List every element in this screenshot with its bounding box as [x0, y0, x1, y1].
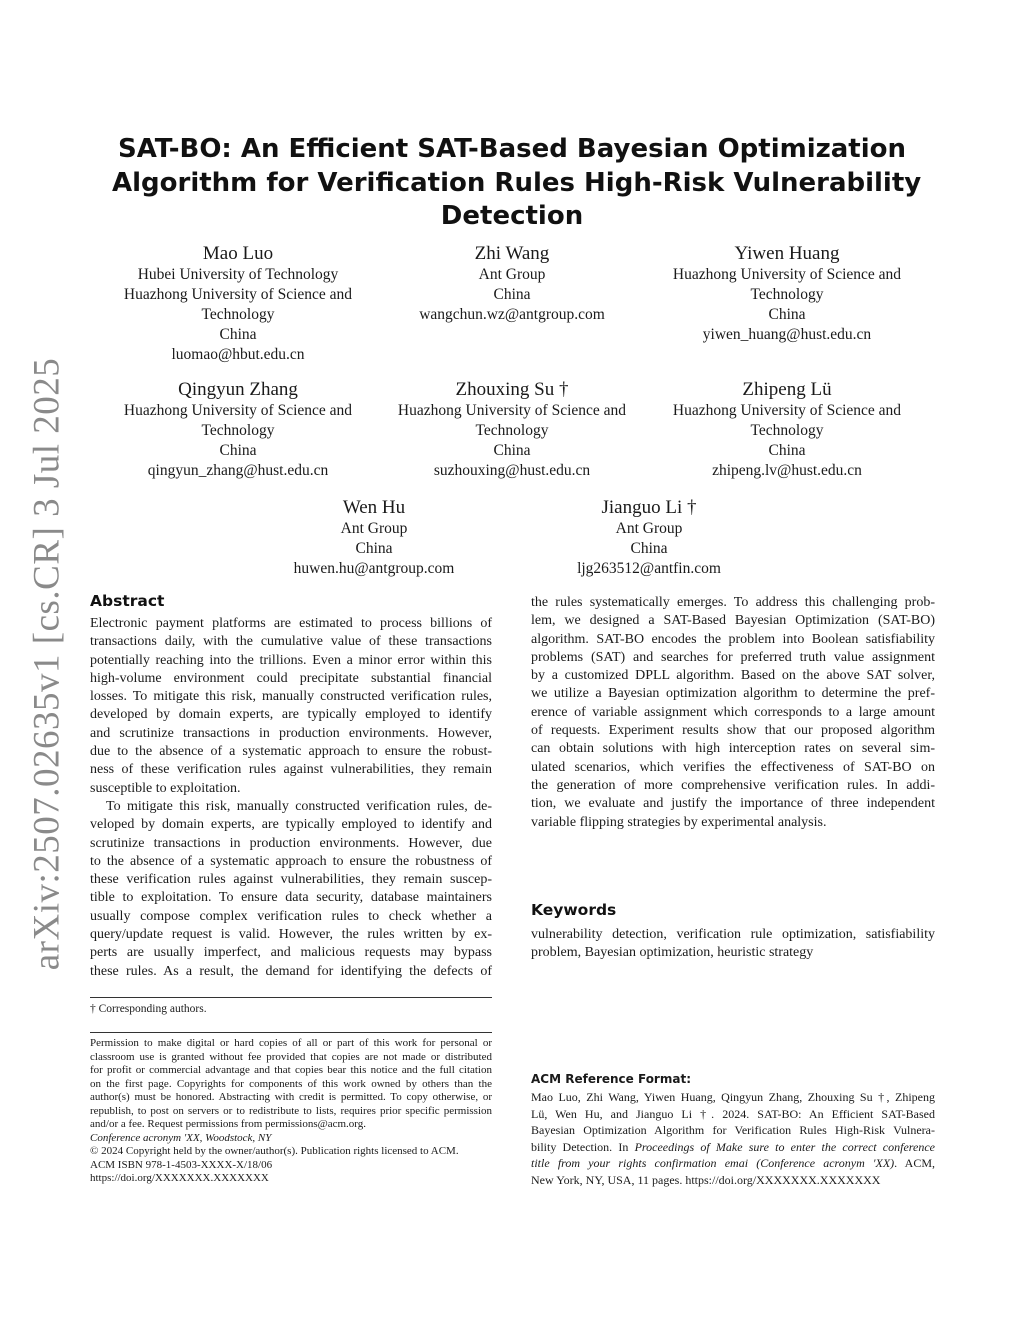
author-country: China — [219, 326, 257, 343]
author-country: China — [768, 306, 806, 323]
author-name: Jianguo Li † — [601, 497, 697, 518]
text-segment: . ACM, — [894, 1156, 935, 1170]
author-country: China — [219, 442, 257, 459]
text-line: veloped by domain experts, are typically employed to identify and — [90, 817, 492, 833]
arxiv-side-label: arXiv:2507.02635v1 [cs.CR] 3 Jul 2025 — [26, 357, 68, 971]
author-affiliation: Technology — [201, 306, 275, 323]
text-line: lem, we designed a SAT-Based Bayesian Optimization (SAT-BO) — [531, 613, 935, 629]
text-line: scrutinize transactions in production environments. However, due — [90, 835, 492, 851]
author-country: China — [493, 442, 531, 459]
author-affiliation: Ant Group — [478, 266, 546, 283]
author-email[interactable]: suzhouxing@hust.edu.cn — [433, 462, 591, 479]
author-email[interactable]: ljg263512@antfin.com — [577, 560, 721, 577]
text-segment: title from your rights confirmation emai (Conference acronym 'XX) — [531, 1156, 895, 1170]
author-affiliation: Huazhong University of Science and — [672, 266, 902, 283]
author-name: Zhi Wang — [474, 243, 550, 264]
permission-line: and/or a fee. Request permissions from permissions@acm.org. — [90, 1118, 367, 1130]
author-block — [647, 243, 927, 345]
author-block — [234, 497, 514, 579]
text-line: query/update request is valid. However, the rules written by ex- — [90, 927, 492, 943]
text-line: vulnerability detection, verification rule optimization, satisfiability — [531, 927, 935, 942]
author-name: Zhipeng Lü — [742, 379, 832, 400]
author-affiliation: Huazhong University of Science and — [672, 402, 902, 419]
text-line: usually compose complex verification rules to check whether a — [90, 908, 492, 924]
text-line: Lü, Wen Hu, and Jianguo Li †. 2024. SAT-BO: An Efficient SAT-Based — [531, 1106, 935, 1121]
paper-title — [112, 133, 922, 234]
text-line: susceptible to exploitation. — [90, 780, 241, 796]
author-affiliation: Huazhong University of Science and — [123, 286, 353, 303]
text-line — [531, 1139, 935, 1156]
text-line: of requests. Experiment results show that our proposed algorithm — [531, 723, 935, 739]
text-line: developed by domain experts, are typically employed to identify — [90, 707, 492, 723]
author-affiliation: Technology — [201, 422, 275, 439]
author-country: China — [768, 442, 806, 459]
text-line: potentially reaching into the trillions. Even a minor error within this — [90, 652, 492, 668]
author-name: Wen Hu — [342, 497, 406, 518]
text-line: losses. To mitigate this risk, manually constructed verification rules, — [90, 689, 492, 705]
author-email[interactable]: qingyun_zhang@hust.edu.cn — [147, 462, 329, 479]
author-email[interactable]: luomao@hbut.edu.cn — [171, 346, 305, 363]
text-line: and scrutinize transactions in production environments. However, — [90, 725, 492, 741]
author-affiliation: Huazhong University of Science and — [397, 402, 627, 419]
permission-line: Permission to make digital or hard copies of all or part of this work for personal or — [90, 1037, 492, 1049]
author-name: Zhouxing Su † — [455, 379, 569, 400]
text-line: Electronic payment platforms are estimated to process billions of — [90, 616, 492, 631]
text-line — [531, 1155, 935, 1172]
title-line: Detection — [440, 201, 584, 231]
author-block — [509, 497, 789, 579]
text-line: Bayesian Optimization Algorithm for Verification Rules High-Risk Vulnera- — [531, 1123, 935, 1137]
author-email[interactable]: zhipeng.lv@hust.edu.cn — [712, 462, 862, 479]
text-line: tion, we evaluate and justify the importance of three independent — [531, 796, 935, 812]
author-affiliation: Hubei University of Technology — [137, 266, 339, 283]
text-line: these rules. As a result, the demand for identifying the defects of — [90, 963, 492, 979]
copyright-line: © 2024 Copyright held by the owner/author(s). Publication rights licensed to ACM. — [90, 1145, 459, 1157]
text-line: tible to exploitation. To ensure data security, database maintainers — [90, 890, 492, 906]
text-line: algorithm. SAT-BO encodes the problem into Boolean satisfiability — [531, 631, 935, 647]
footnote: † Corresponding authors. — [90, 1003, 207, 1015]
permission-line: republish, to post on servers or to redistribute to lists, requires prior specific permission — [90, 1104, 492, 1117]
permission-line: for profit or commercial advantage and that copies bear this notice and the full citation — [90, 1064, 492, 1076]
permission-rule — [90, 1032, 492, 1033]
text-line: transactions daily, with the cumulative value of these transactions — [90, 634, 492, 650]
doi-link[interactable]: https://doi.org/XXXXXXX.XXXXXXX — [90, 1172, 269, 1184]
text-segment: bility Detection. In — [531, 1139, 635, 1154]
author-country: China — [493, 286, 531, 303]
text-line: variable flipping strategies by experimental analysis. — [531, 814, 827, 830]
author-name: Qingyun Zhang — [178, 379, 298, 400]
text-line: perts are usually imperfect, and malicious requests may bypass — [90, 945, 492, 961]
text-line: ulated scenarios, which verifies the effectiveness of SAT-BO on — [531, 759, 935, 775]
permission-block — [90, 1037, 492, 1186]
text-line: high-volume environment could precipitate substantial financial — [90, 670, 492, 686]
abstract-left-column — [90, 615, 492, 981]
author-affiliation: Huazhong University of Science and — [123, 402, 353, 419]
author-country: China — [355, 540, 393, 557]
text-line: the rules systematically emerges. To address this challenging prob- — [531, 595, 935, 610]
author-affiliation: Technology — [750, 422, 824, 439]
author-affiliation: Ant Group — [615, 520, 683, 537]
text-line: problem, Bayesian optimization, heuristic strategy — [531, 945, 814, 961]
abstract-right-column — [531, 594, 935, 832]
author-block — [647, 379, 927, 481]
acm-reference-heading: ACM Reference Format: — [531, 1072, 691, 1086]
conference-line: Conference acronym 'XX, Woodstock, NY — [90, 1131, 272, 1144]
author-affiliation: Technology — [475, 422, 549, 439]
abstract-heading: Abstract — [90, 592, 165, 610]
author-email[interactable]: wangchun.wz@antgroup.com — [419, 306, 605, 323]
permission-line: classroom use is granted without fee provided that copies are not made or distributed — [90, 1050, 492, 1063]
keywords-heading: Keywords — [531, 901, 617, 919]
text-line: New York, NY, USA, 11 pages. https://doi.org/XXXXXXX.XXXXXXX — [531, 1172, 881, 1187]
text-line: we utilize a Bayesian optimization algorithm to determine the pref- — [531, 686, 935, 702]
text-line: to the absence of a systematic approach to ensure the robustness of — [90, 853, 492, 869]
permission-line: on the first page. Copyrights for components of this work owned by others than the — [90, 1077, 492, 1090]
text-line: To mitigate this risk, manually constructed verification rules, de- — [106, 798, 492, 814]
text-line: can obtain solutions with high interception rates on several sim- — [531, 741, 935, 757]
author-block — [372, 379, 652, 481]
text-line: erence of variable assignment which corresponds to a large amount — [531, 704, 935, 720]
footnote-rule — [90, 997, 492, 998]
author-block — [98, 379, 378, 481]
author-name: Mao Luo — [202, 243, 274, 264]
text-line: these verification rules against vulnerabilities, they remain suscep- — [90, 872, 492, 888]
text-segment: Proceedings of Make sure to enter the correct conference — [634, 1139, 935, 1154]
text-line: Mao Luo, Zhi Wang, Yiwen Huang, Qingyun Zhang, Zhouxing Su †, Zhipeng — [531, 1090, 935, 1104]
author-country: China — [630, 540, 668, 557]
author-email[interactable]: yiwen_huang@hust.edu.cn — [702, 326, 872, 343]
author-name: Yiwen Huang — [734, 243, 840, 264]
text-line: due to the absence of a systematic approach to ensure the robust- — [90, 744, 492, 760]
text-line: the generation of more comprehensive verification rules. In addi- — [531, 777, 935, 793]
permission-line: author(s) must be honored. Abstracting with credit is permitted. To copy otherwise, or — [90, 1091, 492, 1103]
author-affiliation: Technology — [750, 286, 824, 303]
text-line: problems (SAT) and searches for preferred truth value assignment — [531, 649, 935, 665]
author-block — [98, 243, 378, 365]
text-line: ness of these verification rules against vulnerabilities, they remain — [90, 762, 492, 778]
keywords-text — [531, 926, 935, 963]
isbn-line: ACM ISBN 978-1-4503-XXXX-X/18/06 — [90, 1158, 273, 1171]
author-email[interactable]: huwen.hu@antgroup.com — [293, 560, 455, 577]
author-block — [372, 243, 652, 325]
title-line: SAT-BO: An Efficient SAT-Based Bayesian Optimization — [117, 134, 907, 164]
title-line: Algorithm for Verification Rules High-Risk Vulnerability — [112, 167, 922, 198]
acm-reference-text — [531, 1089, 935, 1188]
text-line: by a customized DPLL algorithm. Based on the above SAT solver, — [531, 668, 935, 684]
author-affiliation: Ant Group — [340, 520, 408, 537]
